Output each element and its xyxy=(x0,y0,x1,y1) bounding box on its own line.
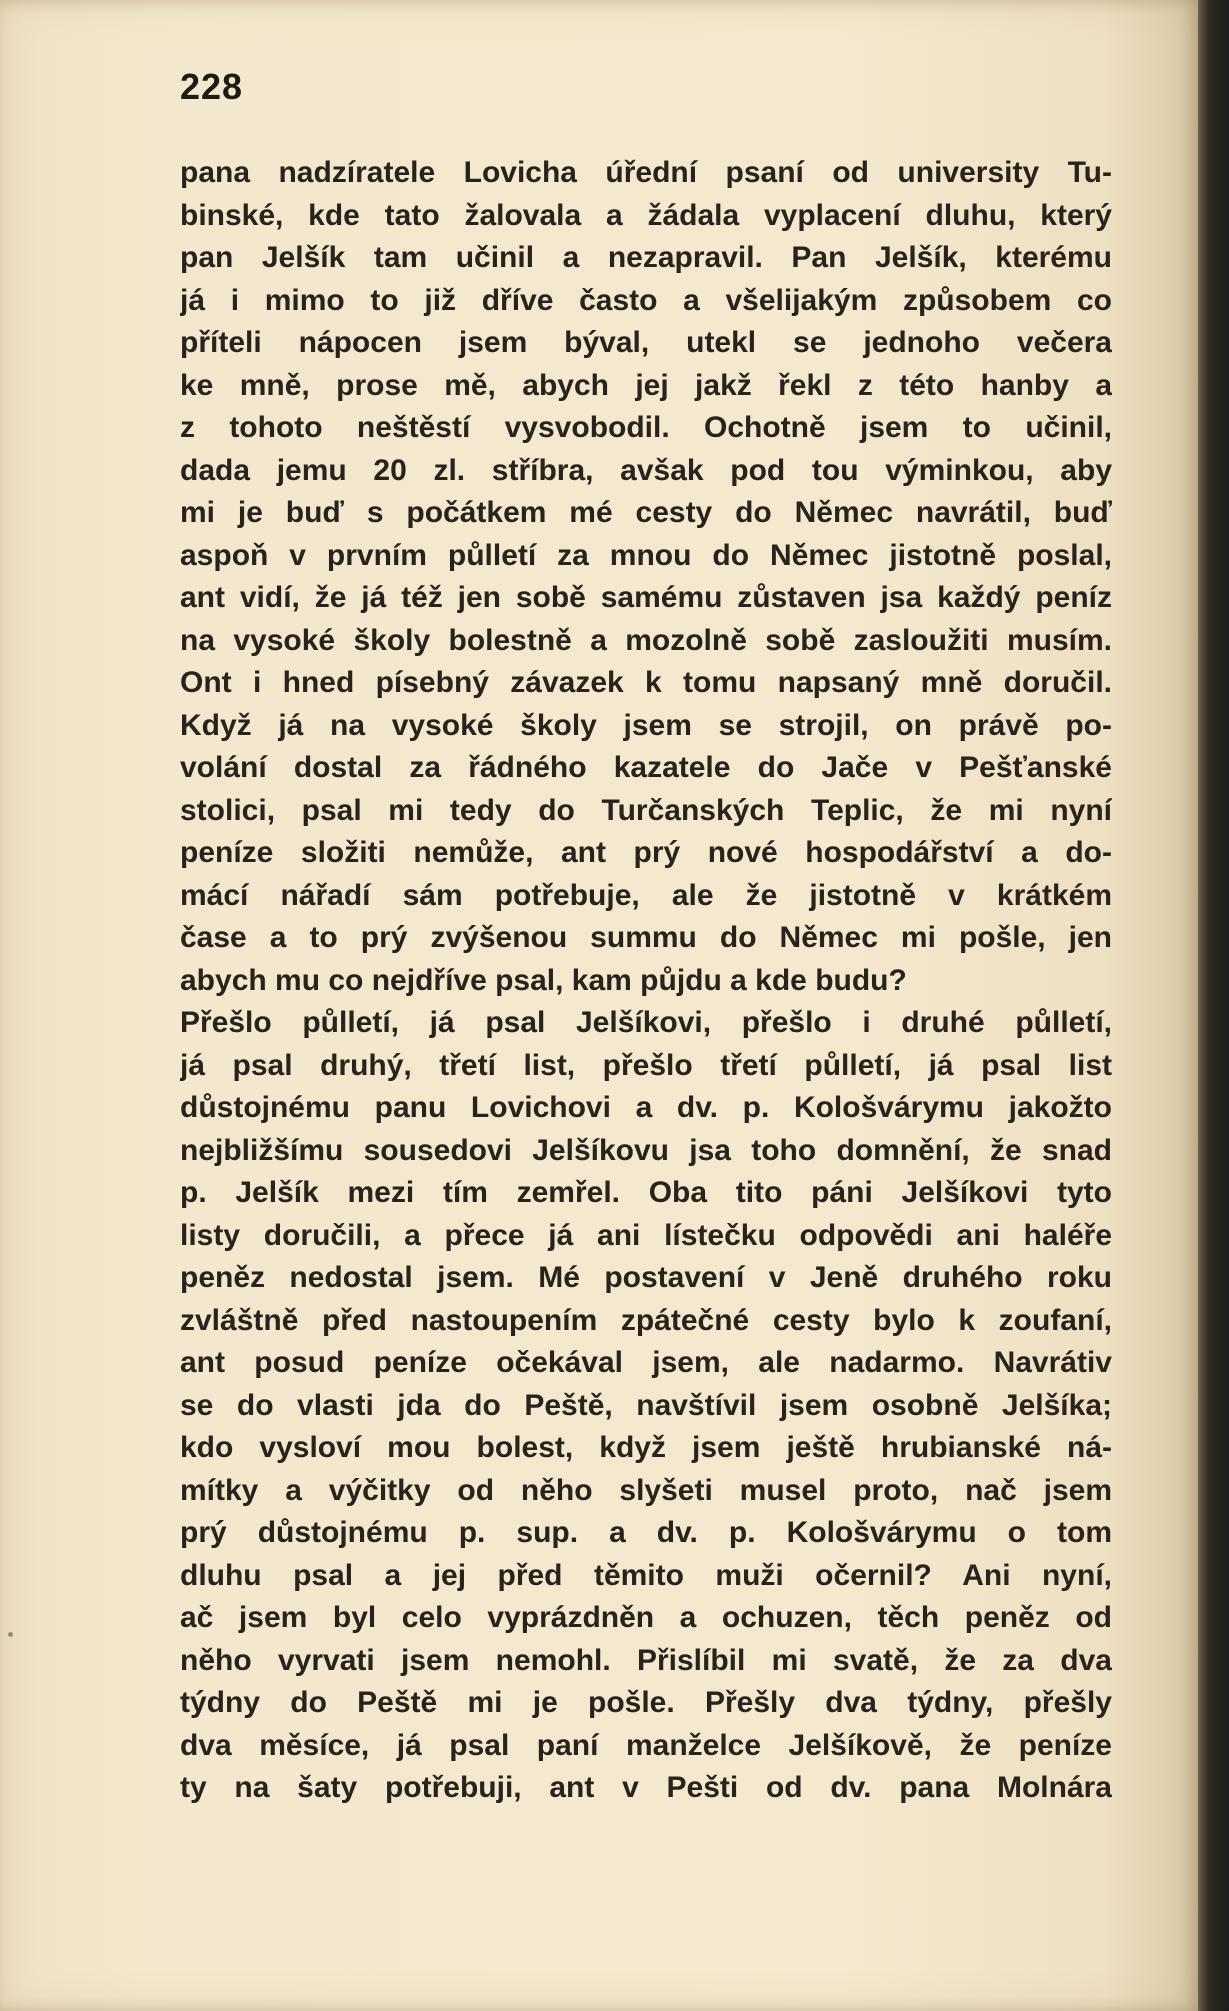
text-line: ant posud peníze očekával jsem, ale nadarmo. Navrátiv xyxy=(180,1346,1112,1379)
text-line: peněz nedostal jsem. Mé postavení v Jeně druhého roku xyxy=(180,1261,1112,1294)
text-line: Ont i hned písebný závazek k tomu napsaný mně doručil. xyxy=(180,666,1112,699)
text-line: příteli nápocen jsem býval, utekl se jednoho večera xyxy=(180,326,1112,359)
text-line: důstojnému panu Lovichovi a dv. p. Kološvárymu jakožto xyxy=(180,1091,1112,1124)
text-line: mácí nářadí sám potřebuje, ale že jistotně v krátkém xyxy=(180,878,1112,912)
text-line: prý důstojnému p. sup. a dv. p. Kološvárymu o tom xyxy=(180,1516,1112,1549)
text-line: stolici, psal mi tedy do Turčanských Teplic, že mi nyní xyxy=(180,793,1112,827)
text-line: se do vlasti jda do Peště, navštívil jsem osobně Jelšíka; xyxy=(180,1388,1112,1422)
text-line: nejbližšímu sousedovi Jelšíkovu jsa toho domnění, že snad xyxy=(180,1133,1112,1167)
text-line: dada jemu 20 zl. stříbra, avšak pod tou výminkou, aby xyxy=(180,453,1112,487)
text-line: pana nadzíratele Lovicha úřední psaní od university Tu- xyxy=(180,156,1112,189)
text-line: dva měsíce, já psal paní manželce Jelšíkově, že peníze xyxy=(180,1728,1112,1762)
text-line: pan Jelšík tam učinil a nezapravil. Pan Jelšík, kterému xyxy=(180,241,1112,274)
text-line: já psal druhý, třetí list, přešlo třetí půlletí, já psal list xyxy=(180,1048,1112,1082)
text-line: dluhu psal a jej před těmito muži očernil? Ani nyní, xyxy=(180,1558,1112,1592)
text-line: z tohoto neštěstí vysvobodil. Ochotně jsem to učinil, xyxy=(180,411,1112,444)
text-line: peníze složiti nemůže, ant prý nové hospodářství a do- xyxy=(180,836,1112,869)
page-edge-shadow xyxy=(1198,0,1229,2011)
text-line: ty na šaty potřebuji, ant v Pešti od dv. pana Molnára xyxy=(180,1771,1112,1804)
text-line: Když já na vysoké školy jsem se strojil, on právě po- xyxy=(180,708,1112,742)
text-line: zvláštně před nastoupením zpátečné cesty bylo k zoufaní, xyxy=(180,1303,1112,1337)
text-line: mítky a výčitky od něho slyšeti musel proto, nač jsem xyxy=(180,1473,1112,1507)
text-line: něho vyrvati jsem nemohl. Přislíbil mi svatě, že za dva xyxy=(180,1643,1112,1677)
text-line: listy doručili, a přece já ani lístečku odpovědi ani haléře xyxy=(180,1218,1112,1252)
page-number: 228 xyxy=(180,66,244,107)
text-line: aspoň v prvním půlletí za mnou do Němec jistotně poslal, xyxy=(180,538,1112,572)
text-line: ke mně, prose mě, abych jej jakž řekl z této hanby a xyxy=(180,368,1112,402)
scan-speck xyxy=(8,1632,13,1637)
text-line: abych mu co nejdříve psal, kam půjdu a kde budu? xyxy=(180,963,907,997)
text-line: p. Jelšík mezi tím zemřel. Oba tito páni Jelšíkovi tyto xyxy=(180,1176,1112,1209)
text-line: binské, kde tato žalovala a žádala vyplacení dluhu, který xyxy=(180,198,1112,232)
text-line: Přešlo půlletí, já psal Jelšíkovi, přešlo i druhé půlletí, xyxy=(180,1006,1112,1039)
text-line: volání dostal za řádného kazatele do Jače v Pešťanské xyxy=(180,751,1112,784)
text-line: ant vidí, že já též jen sobě samému zůstaven jsa každý peníz xyxy=(180,581,1112,614)
text-line: na vysoké školy bolestně a mozolně sobě zasloužiti musím. xyxy=(180,623,1112,657)
text-line: ač jsem byl celo vyprázdněn a ochuzen, těch peněz od xyxy=(180,1601,1112,1634)
page-text xyxy=(180,152,1112,1810)
text-line: já i mimo to již dříve často a všelijakým způsobem co xyxy=(180,283,1112,317)
text-line: týdny do Peště mi je pošle. Přešly dva týdny, přešly xyxy=(180,1686,1112,1719)
text-line: mi je buď s počátkem mé cesty do Němec navrátil, buď xyxy=(180,496,1112,529)
text-line: čase a to prý zvýšenou summu do Němec mi pošle, jen xyxy=(180,921,1112,954)
text-line: kdo vysloví mou bolest, když jsem ještě hrubianské ná- xyxy=(180,1431,1112,1464)
